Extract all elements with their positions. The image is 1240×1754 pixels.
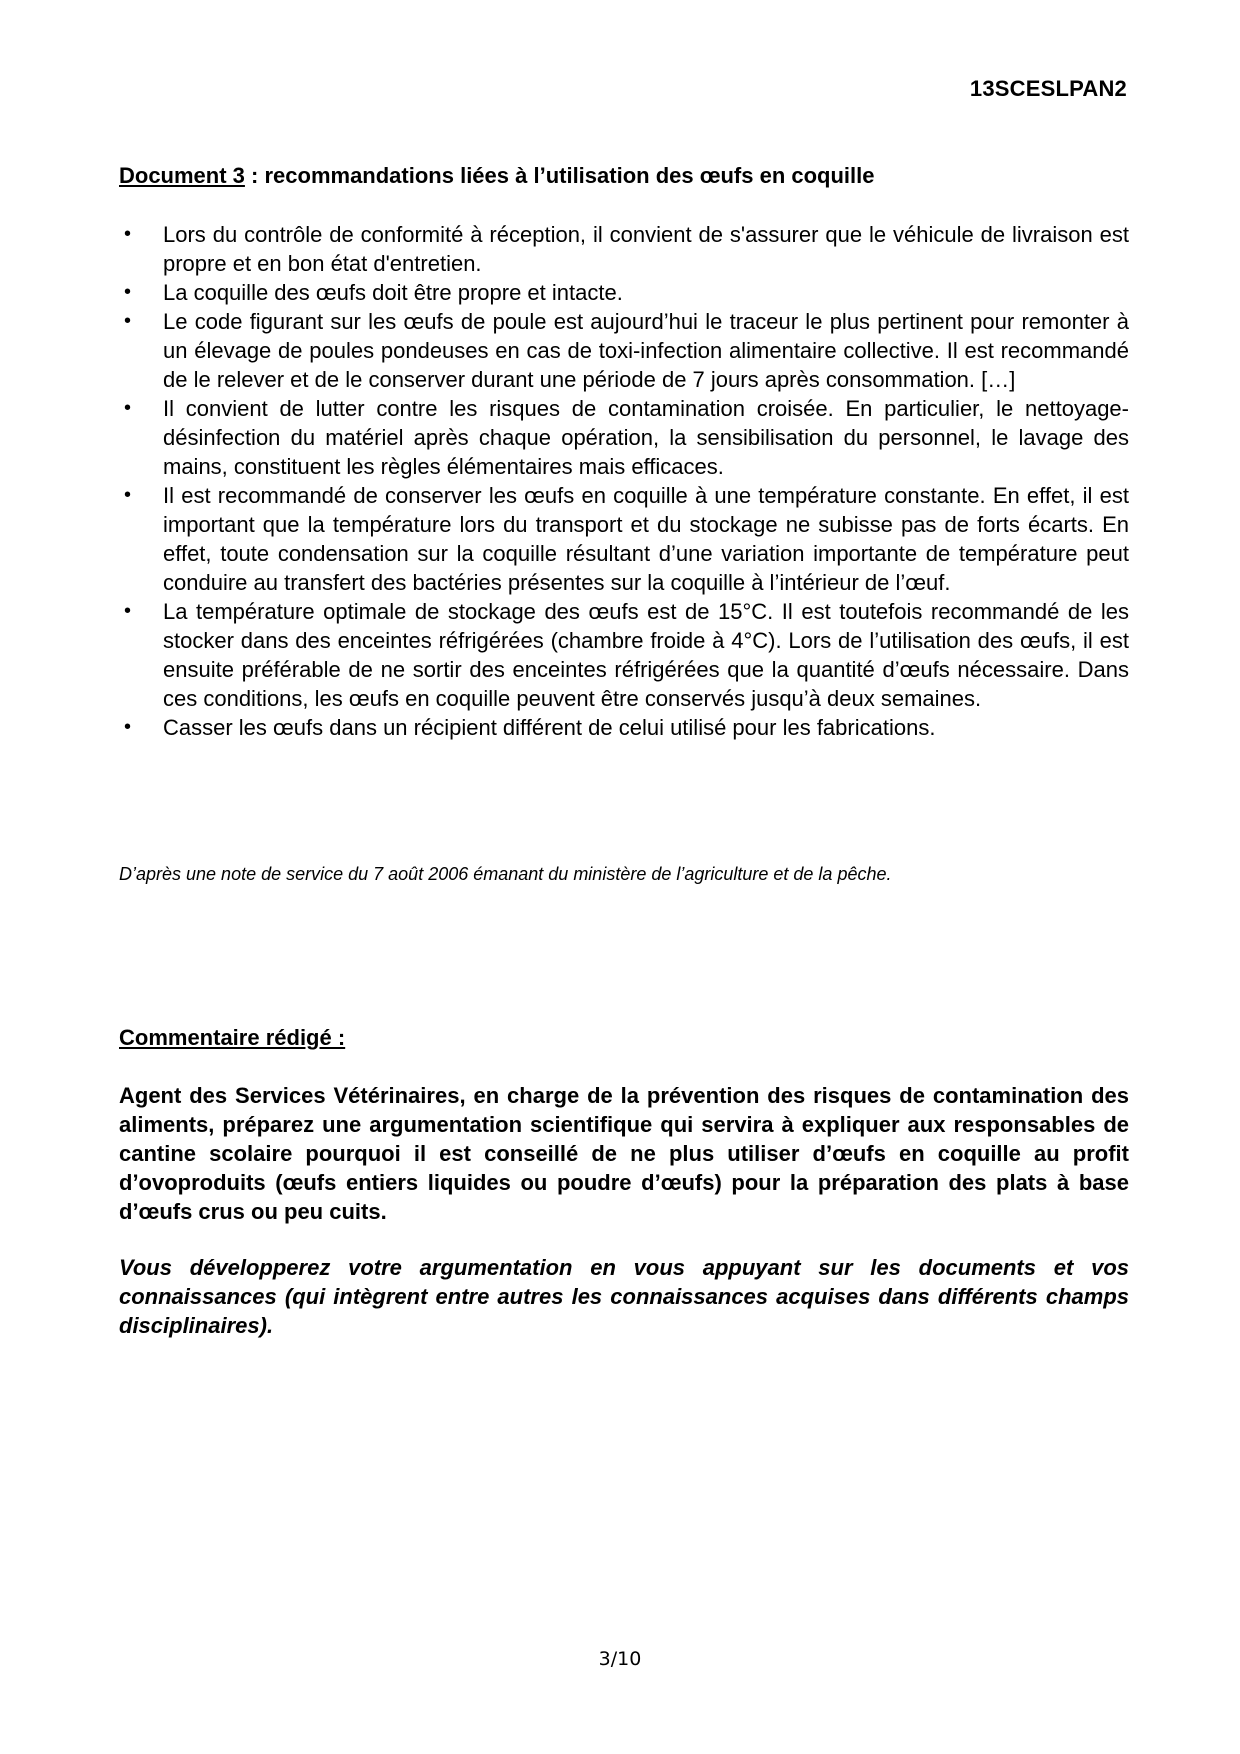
list-item-text: Casser les œufs dans un récipient différent de celui utilisé pour les fabrications. (163, 715, 936, 740)
comment-heading: Commentaire rédigé : (119, 1025, 346, 1050)
bullet-icon: • (124, 397, 132, 419)
bullet-icon: • (124, 310, 132, 332)
list-item (119, 394, 1129, 481)
list-item (119, 307, 1129, 394)
list-item-text: Il convient de lutter contre les risques de contamination croisée. En particulier, le nettoyage-désinfection du matériel après chaque opération, la sensibilisation du personnel, le lavage des mains, constituent les règles élémentaires mais efficaces. (163, 396, 1129, 479)
bullet-icon: • (124, 600, 132, 622)
bullet-icon: • (124, 223, 132, 245)
list-item (119, 713, 1129, 742)
recommendations-list (119, 220, 1129, 742)
exam-code: 13SCESLPAN2 (969, 76, 1127, 101)
list-item (119, 220, 1129, 278)
bullet-icon: • (124, 716, 132, 738)
source-note: D’après une note de service du 7 août 2006 émanant du ministère de l’agriculture et de la pêche. (119, 864, 892, 884)
comment-instruction: Vous développerez votre argumentation en vous appuyant sur les documents et vos connaissances (qui intègrent entre autres les connaissances acquises dans différents champs disciplinaires). (119, 1255, 1129, 1338)
list-item (119, 278, 1129, 307)
list-item-text: La température optimale de stockage des œufs est de 15°C. Il est toutefois recommandé de les stocker dans des enceintes réfrigérées (chambre froide à 4°C). Lors de l’utilisation des œufs, il est ensuite préférable de ne sortir des enceintes réfrigérées que la quantité d’œufs nécessaire. Dans ces conditions, les œufs en coquille peuvent être conservés jusqu’à deux semaines. (163, 599, 1129, 711)
bullet-icon: • (124, 281, 132, 303)
page-number: 3/10 (598, 1648, 642, 1670)
comment-body: Agent des Services Vétérinaires, en charge de la prévention des risques de contamination des aliments, préparez une argumentation scientifique qui servira à expliquer aux responsables de cantine scolaire pourquoi il est conseillé de ne plus utiliser d’œufs en coquille au profit d’ovoproduits (œufs entiers liquides ou poudre d’œufs) pour la préparation des plats à base d’œufs crus ou peu cuits. (119, 1083, 1129, 1224)
document-label: Document 3 (119, 163, 245, 188)
document-heading (119, 162, 1129, 190)
bullet-icon: • (124, 484, 132, 506)
list-item-text: Le code figurant sur les œufs de poule est aujourd’hui le traceur le plus pertinent pour remonter à un élevage de poules pondeuses en cas de toxi-infection alimentaire collective. Il est recommandé de le relever et de le conserver durant une période de 7 jours après consommation. […] (163, 309, 1129, 392)
list-item-text: Lors du contrôle de conformité à réception, il convient de s'assurer que le véhicule de livraison est propre et en bon état d'entretien. (163, 222, 1129, 276)
list-item-text: La coquille des œufs doit être propre et intacte. (163, 280, 623, 305)
list-item (119, 481, 1129, 597)
document-title: : recommandations liées à l’utilisation des œufs en coquille (244, 163, 875, 188)
list-item-text: Il est recommandé de conserver les œufs en coquille à une température constante. En effet, il est important que la température lors du transport et du stockage ne subisse pas de forts écarts. En effet, toute condensation sur la coquille résultant d’une variation importante de température peut conduire au transfert des bactéries présentes sur la coquille à l’intérieur de l’œuf. (163, 483, 1129, 595)
list-item (119, 597, 1129, 713)
